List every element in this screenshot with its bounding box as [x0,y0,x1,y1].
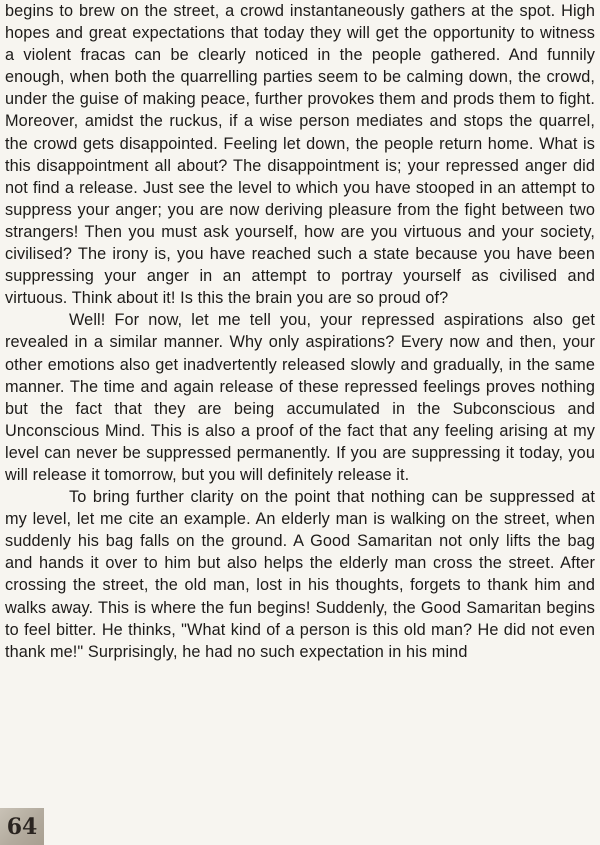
body-text [5,0,595,663]
paragraph-2: Well! For now, let me tell you, your repressed aspirations also get revealed in a similar manner. Why only aspirations? Every now and then, your other emotions also get inadvertently released slowly and gradually, in the same manner. The time and again release of these repressed feelings proves nothing but the fact that they are being accumulated in the Subconscious and Unconscious Mind. This is also a proof of the fact that any feeling arising at my level can never be suppressed permanently. If you are suppressing it today, you will release it tomorrow, but you will definitely release it. [5,311,595,484]
paragraph-3: To bring further clarity on the point that nothing can be suppressed at my level, let me cite an example. An elderly man is walking on the street, when suddenly his bag falls on the ground. A Good Samaritan not only lifts the bag and hands it over to him but also helps the elderly man cross the street. After crossing the street, the old man, lost in his thoughts, forgets to thank him and walks away. This is where the fun begins! Suddenly, the Good Samaritan begins to feel bitter. He thinks, "What kind of a person is this old man? He did not even thank me!" Surprisingly, he had no such expectation in his mind [5,488,595,661]
page-number: 64 [0,808,44,845]
paragraph-1: begins to brew on the street, a crowd instantaneously gathers at the spot. High hopes and great expectations that today they will get the opportunity to witness a violent fracas can be clearly noticed in the people gathered. And funnily enough, when both the quarrelling parties seem to be calming down, the crowd, under the guise of making peace, further provokes them and prods them to fight. Moreover, amidst the ruckus, if a wise person mediates and stops the quarrel, the crowd gets disappointed. Feeling let down, the people return home. What is this disappointment all about? The disappointment is; your repressed anger did not find a release. Just see the level to which you have stooped in an attempt to suppress your anger; you are now deriving pleasure from the fight between two strangers! Then you must ask yourself, how are you virtuous and your society, civilised? The irony is, you have reached such a state because you have been suppressing your anger in an attempt to portray yourself as civilised and virtuous. Think about it! Is this the brain you are so proud of? [5,2,595,308]
